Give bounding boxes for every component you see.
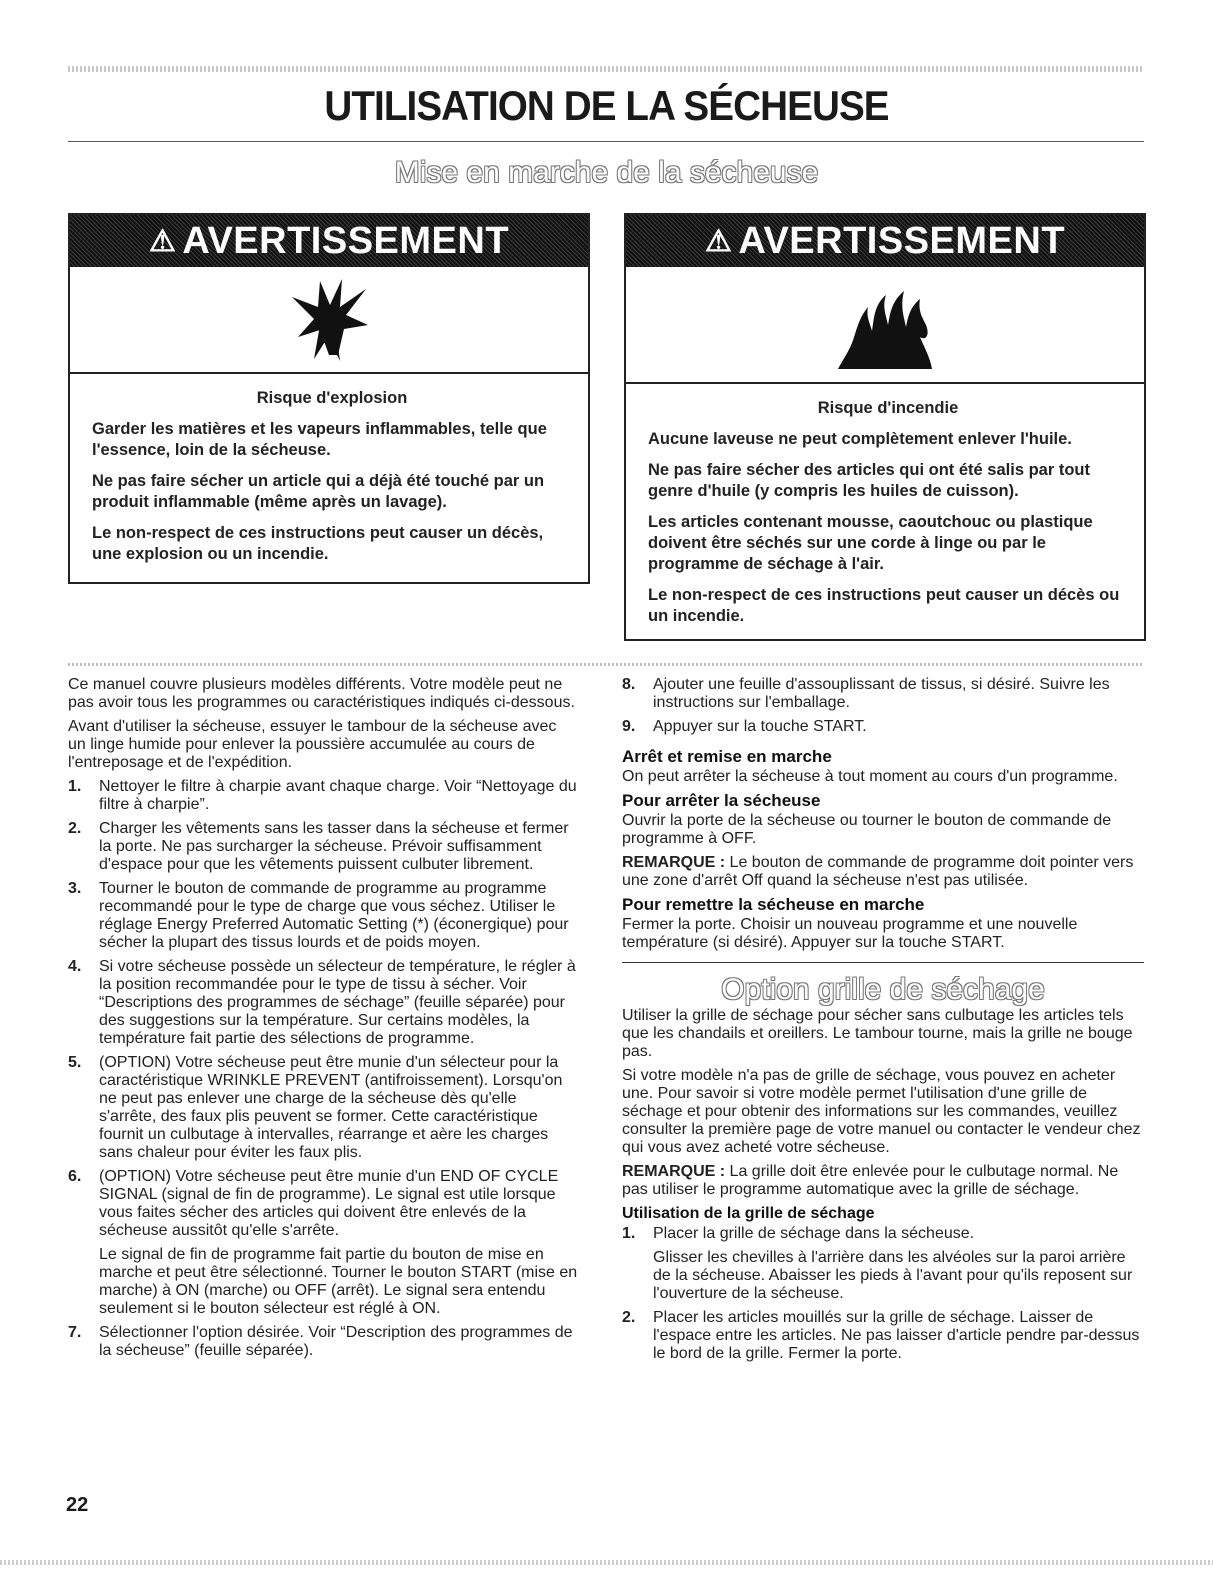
- list-item: [622, 1225, 1144, 1303]
- warning-header: [70, 215, 588, 267]
- step-number: 2.: [68, 820, 82, 837]
- step-number: 8.: [622, 676, 636, 693]
- warning-box-fire: [624, 213, 1146, 641]
- warning-paragraph: Le non-respect de ces instructions peut causer un décès ou un incendie.: [648, 586, 1120, 625]
- list-item: [68, 1168, 578, 1318]
- step-number: 1.: [622, 1225, 636, 1242]
- list-item: [622, 718, 1144, 736]
- top-dotted-bar: [68, 66, 1144, 72]
- step-number: 1.: [68, 778, 82, 795]
- step-number: 6.: [68, 1168, 82, 1185]
- restart-text: Fermer la porte. Choisir un nouveau programme et une nouvelle température (si désiré). Appuyer sur la touche START.: [622, 916, 1078, 951]
- step-number: 9.: [622, 718, 636, 735]
- step-text: Placer les articles mouillés sur la grille de séchage. Laisser de l'espace entre les articles. Ne pas laisser d'article pendre par-dessus le bord de la grille. Fermer la porte.: [653, 1309, 1140, 1362]
- rack-steps-list: [622, 1225, 1144, 1363]
- rack-use-heading: Utilisation de la grille de séchage: [622, 1205, 875, 1222]
- warning-triangle-icon: ⚠: [148, 224, 177, 258]
- warning-paragraph: Le non-respect de ces instructions peut causer un décès, une explosion ou un incendie.: [92, 524, 544, 563]
- note-paragraph: [622, 854, 1144, 890]
- step-text: Sélectionner l'option désirée. Voir “Description des programmes de la sécheuse” (feuille séparée).: [99, 1324, 573, 1359]
- step-text: (OPTION) Votre sécheuse peut être munie d'un sélecteur pour la caractéristique WRINKLE PREVENT (antifroissement). Lorsqu'on ne peut pas enlever une charge de la sécheuse dès qu'elle s'arrête, des faux plis peuvent se former. Cette caractéristique fournit un culbutage à intervalles, réarrange et aère les charges sans chaleur pour éviter les faux plis.: [99, 1054, 563, 1161]
- stop-heading: Arrêt et remise en marche: [622, 747, 832, 766]
- warning-heading: Risque d'explosion: [256, 389, 408, 407]
- rack-paragraph: Si votre modèle n'a pas de grille de séchage, vous pouvez en acheter une. Pour savoir si votre modèle permet l'utilisation d'une grille de séchage et pour obtenir des informations sur les commandes, veuillez consulter la première page de votre manuel ou contacter le vendeur chez qui vous avez acheté votre sécheuse.: [622, 1067, 1141, 1156]
- list-item: [68, 958, 578, 1048]
- stop-text: On peut arrêter la sécheuse à tout moment au cours d'un programme.: [622, 768, 1118, 785]
- step-text: Charger les vêtements sans les tasser dans la sécheuse et fermer la porte. Ne pas surcharger la sécheuse. Prévoir suffisamment d'espace pour que les vêtements puissent culbuter librement.: [99, 820, 569, 873]
- step-number: 2.: [622, 1309, 636, 1326]
- list-item: [68, 1054, 578, 1162]
- rack-note-label: REMARQUE :: [622, 1163, 726, 1180]
- warning-body: [626, 384, 1144, 645]
- inner-rule: [622, 962, 1144, 963]
- warning-paragraph: Ne pas faire sécher des articles qui ont été salis par tout genre d'huile (y compris les huiles de cuisson).: [648, 461, 1090, 500]
- section-divider: [68, 663, 1144, 666]
- list-item: [68, 778, 578, 814]
- step-text: Glisser les chevilles à l'arrière dans les alvéoles sur la paroi arrière de la sécheuse. Abaisser les pieds à l'avant pour qu'ils reposent sur l'ouverture de la sécheuse.: [653, 1249, 1133, 1302]
- step-text: Si votre sécheuse possède un sélecteur de température, le régler à la position recommandée pour le type de tissu à sécher. Voir “Descriptions des programmes de séchage” (feuille séparée) pour des suggestions sur la température. Sur certains modèles, la température fait partie des sélections de programme.: [99, 958, 576, 1047]
- warning-icon-area: [626, 267, 1144, 384]
- warning-label: AVERTISSEMENT: [738, 219, 1066, 262]
- rack-note-text: La grille doit être enlevée pour le culbutage normal. Ne pas utiliser le programme automatique avec la grille de séchage.: [622, 1163, 1119, 1198]
- note-label: REMARQUE :: [622, 854, 726, 871]
- step-text: Appuyer sur la touche START.: [653, 718, 867, 735]
- rack-paragraph: Utiliser la grille de séchage pour sécher sans culbutage les articles tels que les chandails et oreillers. Le tambour tourne, mais la grille ne bouge pas.: [622, 1007, 1133, 1060]
- warning-paragraph: Les articles contenant mousse, caoutchouc ou plastique doivent être séchés sur une corde à linge ou par le programme de séchage à l'air.: [648, 513, 1093, 573]
- steps-list: [622, 676, 1144, 736]
- warning-label: AVERTISSEMENT: [182, 219, 510, 262]
- restart-heading: Pour remettre la sécheuse en marche: [622, 895, 925, 914]
- warning-paragraph: Garder les matières et les vapeurs inflammables, telle que l'essence, loin de la sécheuse.: [92, 420, 547, 459]
- step-text: Nettoyer le filtre à charpie avant chaque charge. Voir “Nettoyage du filtre à charpie”.: [99, 778, 577, 813]
- stop-sub-heading: Pour arrêter la sécheuse: [622, 791, 821, 810]
- section-subtitle: Mise en marche de la sécheuse: [394, 156, 819, 189]
- fire-icon: [830, 277, 940, 373]
- right-column: [622, 676, 1144, 1369]
- warning-paragraph: Ne pas faire sécher un article qui a déjà été touché par un produit inflammable (même après un lavage).: [92, 472, 545, 511]
- step-number: 7.: [68, 1324, 82, 1341]
- warning-icon-area: [70, 267, 588, 374]
- explosion-icon: [284, 275, 374, 365]
- step-number: 4.: [68, 958, 82, 975]
- step-text: Placer la grille de séchage dans la sécheuse.: [653, 1225, 975, 1242]
- step-text: Tourner le bouton de commande de programme au programme recommandé pour le type de charge que vous séchez. Utiliser le réglage Energy Preferred Automatic Setting (*) (éconergique) pour sécher la plupart des tissus lourds et de poids moyen.: [99, 880, 569, 951]
- list-item: [622, 1309, 1144, 1363]
- warning-header: [626, 215, 1144, 267]
- page-title: UTILISATION DE LA SÉCHEUSE: [324, 82, 889, 129]
- list-item: [68, 820, 578, 874]
- left-column: [68, 676, 578, 1366]
- step-text: Ajouter une feuille d'assouplissant de tissus, si désiré. Suivre les instructions sur l'emballage.: [653, 676, 1110, 711]
- intro-paragraph: Avant d'utiliser la sécheuse, essuyer le tambour de la sécheuse avec un linge humide pour enlever la poussière accumulée au cours de l'entreposage et de l'expédition.: [68, 718, 557, 771]
- rack-section-title: Option grille de séchage: [721, 973, 1045, 1006]
- steps-list: [68, 778, 578, 1360]
- step-text: (OPTION) Votre sécheuse peut être munie d'un END OF CYCLE SIGNAL (signal de fin de programme). Le signal est utile lorsque vous faites sécher des articles qui doivent être enlevés de la sécheuse aussitôt qu'elle s'arrête.: [99, 1168, 559, 1239]
- bottom-dotted-bar: [0, 1560, 1213, 1565]
- warning-box-explosion: [68, 213, 590, 584]
- step-number: 3.: [68, 880, 82, 897]
- intro-paragraph: Ce manuel couvre plusieurs modèles différents. Votre modèle peut ne pas avoir tous les programmes ou caractéristiques indiqués ci-dessous.: [68, 676, 575, 711]
- warning-body: [70, 374, 588, 583]
- rack-note-paragraph: [622, 1163, 1144, 1199]
- title-rule: [68, 141, 1144, 142]
- warning-triangle-icon: ⚠: [704, 224, 733, 258]
- page-number: 22: [66, 1494, 89, 1516]
- warning-heading: Risque d'incendie: [817, 399, 959, 417]
- list-item: [68, 880, 578, 952]
- note-text: Le bouton de commande de programme doit pointer vers une zone d'arrêt Off quand la sécheuse n'est pas utilisée.: [622, 854, 1134, 889]
- step-number: 5.: [68, 1054, 82, 1071]
- step-text: Le signal de fin de programme fait partie du bouton de mise en marche et peut être sélectionné. Tourner le bouton START (mise en marche) à ON (marche) ou OFF (arrêt). Le signal sera entendu seulement si le bouton sélecteur est réglé à ON.: [99, 1246, 578, 1317]
- stop-sub-text: Ouvrir la porte de la sécheuse ou tourner le bouton de commande de programme à OFF.: [622, 812, 1112, 847]
- warning-paragraph: Aucune laveuse ne peut complètement enlever l'huile.: [648, 430, 1072, 448]
- list-item: [68, 1324, 578, 1360]
- list-item: [622, 676, 1144, 712]
